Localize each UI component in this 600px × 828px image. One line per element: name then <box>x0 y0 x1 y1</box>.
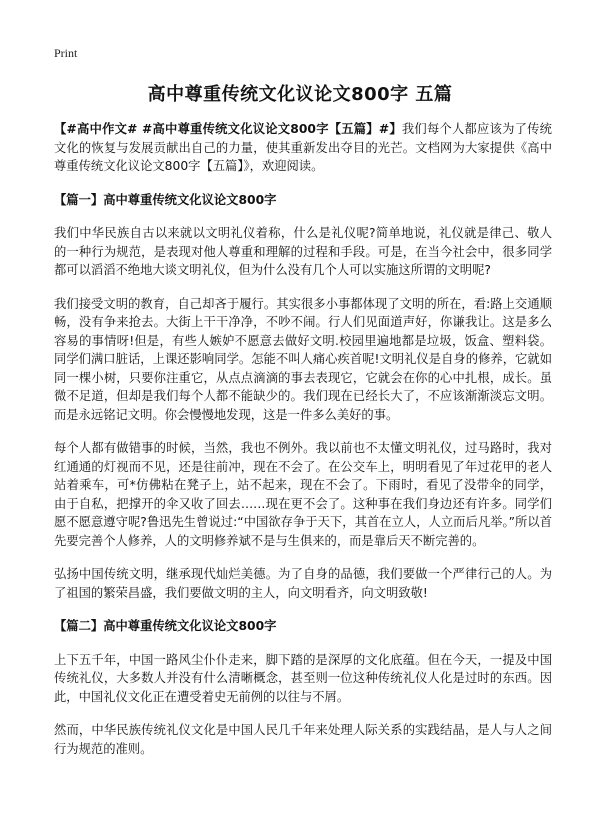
paragraph: 上下五千年，中国一路风尘仆仆走来，脚下踏的是深厚的文化底蕴。但在今天，一提及中国传统礼仪，大多数人并没有什么清晰概念，甚至则一位这种传统礼仪人化是过时的东西。因此，中国礼仪文化正在遭受着史无前例的以往与不屑。 <box>54 652 552 704</box>
paragraph: 我们中华民族自古以来就以文明礼仪着称，什么是礼仪呢?简单地说，礼仪就是律己、敬人的一种行为规范，是表现对他人尊重和理解的过程和手段。可是，在当今社会中，很多同学都可以滔滔不绝地大谈文明礼仪，但为什么没有几个人可以实施这所谓的文明呢? <box>54 226 552 277</box>
paragraph: 弘扬中国传统文明，继承现代灿烂美德。为了自身的品德，我们要做一个严律行己的人。为了祖国的繁荣昌盛，我们要做文明的主人，向文明看齐，向文明致敬! <box>54 567 552 600</box>
page-title: 高中尊重传统文化议论文800字 五篇 <box>147 84 453 105</box>
section-heading: 【篇二】高中尊重传统文化议论文800字 <box>54 619 277 633</box>
print-link[interactable]: Print <box>54 46 78 60</box>
intro-text: 我们每个人都应该为了传统文化的恢复与发展贡献出自己的力量，使其重新发出夺目的光芒。文档网为大家提供《高中尊重传统文化议论文800字【五篇】》，欢迎阅读。 <box>54 122 552 173</box>
paragraph: 每个人都有做错事的时候，当然，我也不例外。我以前也不太懂文明礼仪，过马路时，我对红通通的灯视而不见，还是往前冲，现在不会了。在公交车上，明明看见了年过花甲的老人站着乘车，可*仿佛粘在凳子上，站不起来，现在不会了。下雨时，看见了没带伞的同学，由于自私，把撑开的伞又收了回去……现在更不会了。这种事在我们身边还有许多。同学们愿不愿意遵守呢?鲁迅先生曾说过:“中国欲存争于天下，其首在立人，人立而后凡举。”所以首先要完善个人修养，人的文明修养斌不是与生俱来的，而是靠后天不断完善的。 <box>54 441 552 548</box>
paragraph: 我们接受文明的教育，自己却吝于履行。其实很多小事都体现了文明的所在，看:路上交通顺畅，没有争来抢去。大街上干干净净，不吵不闹。行人们见面道声好，你谦我让。这是多么容易的事情呀!但是，有些人嫉妒不愿意去做好文明.校园里遍地都是垃圾，饭盒、塑料袋。同学们满口脏话，上课还影响同学。怎能不叫人痛心疾首呢!文明礼仪是自身的修养，它就如同一棵小树，只要你注重它，从点点滴滴的事去表现它，它就会在你的心中扎根，成长。虽微不足道，但却是我们每个人都不能缺少的。我们现在已经长大了，不应该渐渐淡忘文明。而是永远铭记文明。你会慢慢地发现，这是一件多么美好的事。 <box>54 296 552 422</box>
document-body <box>54 120 552 773</box>
paragraph: 然而，中华民族传统礼仪文化是中国人民几千年来处理人际关系的实践结晶，是人与人之间行为规范的准则。 <box>54 723 552 756</box>
section-heading: 【篇一】高中尊重传统文化议论文800字 <box>54 192 277 207</box>
intro-tag: 【#高中作文# #高中尊重传统文化议论文800字【五篇】#】 <box>54 122 402 136</box>
intro-paragraph <box>54 120 552 176</box>
